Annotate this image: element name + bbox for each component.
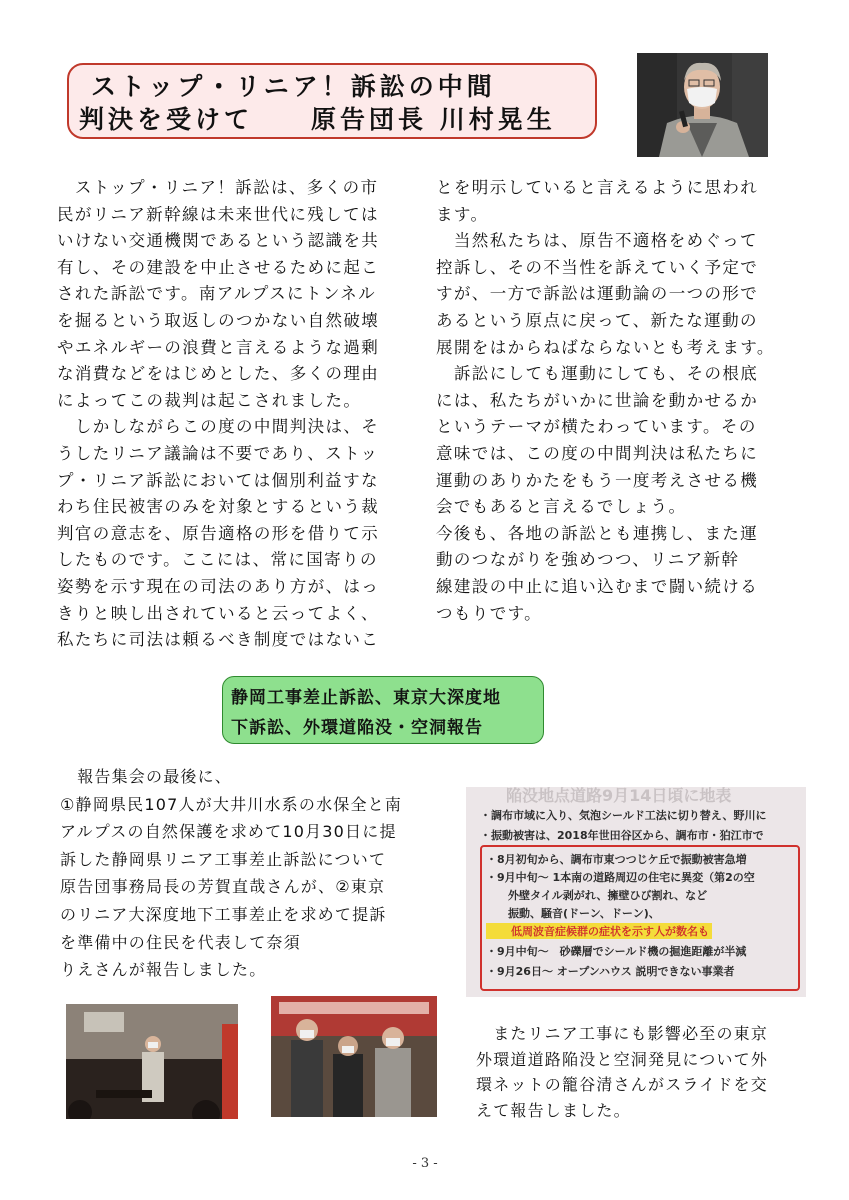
text-line: つもりです。 [436, 603, 543, 623]
text-line: 運動のありかたをもう一度考えさせる機 [436, 470, 759, 490]
section-heading-line-1: 静岡工事差止訴訟、東京大深度地 [231, 688, 501, 708]
slide-line: 外壁タイル剥がれ、擁壁ひび割れ、など [486, 889, 708, 902]
article-title-line-2: 判決を受けて 原告団長 川村晃生 [79, 105, 556, 134]
text-line: やエネルギーの浪費と言えるような過剰 [57, 337, 380, 357]
text-line: 外環道道路陥没と空洞発見について外 [476, 1049, 769, 1069]
text-line: 動のつながりを強めつつ、リニア新幹 [436, 550, 740, 570]
slide-header: 陥没地点道路9月14日頃に地表 [506, 787, 732, 805]
text-line: 当然私たちは、原告不適格をめぐって [436, 231, 758, 251]
text-line: きりと映し出されていると云ってよく、 [57, 603, 379, 623]
slide-line: ・振動被害は、2018年世田谷区から、調布市・狛江市で [480, 829, 764, 842]
page-number: - 3 - [412, 1156, 438, 1171]
slide-line: ・9月26日～ オープンハウス 説明できない事業者 [486, 965, 735, 978]
text-line: とを明示していると言えるように思われ [436, 178, 759, 197]
text-line: いけない交通機関であるという認識を共 [57, 231, 380, 251]
text-line: 有し、その建設を中止させるために起こ [57, 257, 380, 277]
section-heading-box [222, 676, 544, 744]
slide-line: ・8月初旬から、調布市東つつじケ丘で振動被害急増 [486, 853, 747, 866]
text-line: 展開をはからねばならないとも考えます。 [436, 337, 775, 357]
group-photo [271, 996, 437, 1117]
text-line: 私たちに司法は頼るべき制度ではないこ [57, 630, 380, 650]
text-line: したものです。ここには、常に国寄りの [57, 550, 378, 570]
text-line: 会でもあると言えるでしょう。 [436, 497, 687, 517]
text-line: あるという原点に戻って、新たな運動の [436, 310, 758, 330]
text-line: わち住民被害のみを対象とするという裁 [57, 497, 380, 517]
text-line: 線建設の中止に追い込むまで闘い続ける [436, 576, 759, 596]
closing-paragraph [476, 1021, 768, 1123]
slide-line: ・9月中旬～ 1本南の道路周辺の住宅に異変（第2の空 [486, 871, 755, 884]
text-line: うしたリニア議論は不要であり、ストッ [57, 443, 379, 463]
text-line: すが、一方で訴訟は運動論の一つの形で [436, 284, 759, 304]
article-title-box [67, 63, 597, 139]
text-line: またリニア工事にも影響必至の東京 [476, 1024, 769, 1043]
slide-photo [466, 787, 806, 997]
text-line: というテーマが横たわっています。その [436, 417, 757, 437]
speaker-photo [637, 53, 768, 157]
text-line: には、私たちがいかに世論を動かせるか [436, 390, 759, 410]
text-line: アルプスの自然保護を求めて10月30日に提 [60, 822, 397, 842]
text-line: 姿勢を示す現在の司法のあり方が、はっ [57, 576, 380, 596]
text-line: ①静岡県民107人が大井川水系の水保全と南 [60, 794, 403, 814]
text-line: を掘るという取返しのつかない自然破壊 [57, 310, 380, 330]
text-line: を準備中の住民を代表して奈須 [60, 932, 301, 952]
text-line: えて報告しました。 [476, 1100, 631, 1120]
text-line: 原告団事務局長の芳賀直哉さんが、②東京 [60, 877, 386, 897]
slide-line: 振動、騒音(ドーン、ドーン)、 [486, 907, 660, 920]
text-line: された訴訟です。南アルプスにトンネル [57, 284, 377, 304]
text-line: ストップ・リニア！訴訟は、多くの市 [57, 178, 379, 197]
report-paragraph [60, 763, 402, 984]
text-line: 訴した静岡県リニア工事差止訴訟について [60, 849, 387, 869]
text-line: 意味では、この度の中間判決は私たちに [436, 443, 759, 463]
text-line: 今後も、各地の訴訟とも連携し、また運 [436, 523, 759, 543]
text-line: 民がリニア新幹線は未来世代に残しては [57, 204, 379, 224]
text-line: 訴訟にしても運動にしても、その根底 [436, 364, 759, 384]
text-line: な消費などをはじめとした、多くの理由 [57, 364, 380, 384]
article-body-right-column [436, 175, 796, 627]
text-line: りえさんが報告しました。 [60, 960, 267, 980]
article-title-line-1: ストップ・リニア！訴訟の中間 [91, 72, 496, 101]
article-body-left-column [57, 175, 417, 654]
text-line: 控訴し、その不当性を訴えていく予定で [436, 257, 759, 277]
text-line: プ・リニア訴訟においては個別利益すな [57, 470, 379, 490]
text-line: 判官の意志を、原告適格の形を借りて示 [57, 523, 380, 543]
slide-line: ・9月中旬～ 砂礫層でシールド機の掘進距離が半減 [486, 945, 747, 958]
slide-line: 低周波音症候群の症状を示す人が数名も [486, 923, 712, 939]
slide-line: ・調布市域に入り、気泡シールド工法に切り替え、野川に [480, 809, 767, 822]
text-line: 環ネットの籠谷清さんがスライドを交 [476, 1075, 768, 1095]
text-line: によってこの裁判は起こされました。 [57, 390, 362, 410]
text-line: しかしながらこの度の中間判決は、そ [57, 417, 380, 437]
section-heading-line-2: 下訴訟、外環道陥没・空洞報告 [231, 718, 483, 738]
text-line: のリニア大深度地下工事差止を求めて提訴 [60, 904, 387, 924]
text-line: ます。 [436, 204, 489, 224]
podium-photo [66, 1004, 238, 1119]
text-line: 報告集会の最後に、 [60, 767, 233, 786]
